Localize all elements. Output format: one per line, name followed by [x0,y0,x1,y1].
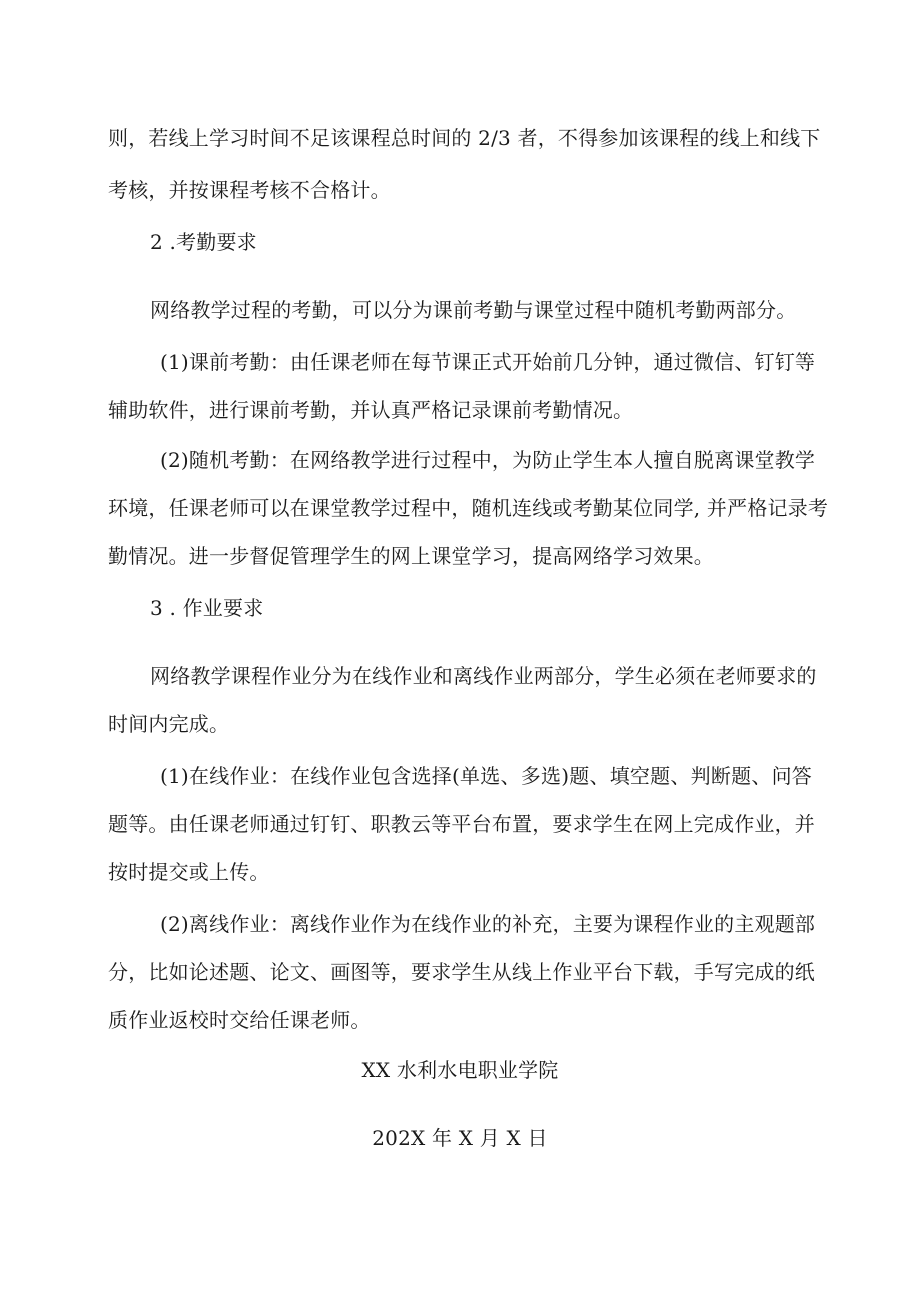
paragraph-line: 考核，并按课程考核不合格计。 [108,178,391,202]
paragraph-line: 辅助软件，进行课前考勤，并认真严格记录课前考勤情况。 [108,398,634,422]
paragraph-line: 题等。由任课老师通过钉钉、职教云等平台布置，要求学生在网上完成作业，并 [108,812,815,836]
paragraph-line: (1)在线作业：在线作业包含选择(单选、多选)题、填空题、判断题、问答 [160,764,812,788]
paragraph-line: 分，比如论述题、论文、画图等，要求学生从线上作业平台下载，手写完成的纸 [108,960,815,984]
signature-institution: XX 水利水电职业学院 [361,1058,559,1082]
paragraph-line: (1)课前考勤：由任课老师在每节课正式开始前几分钟，通过微信、钉钉等 [160,350,816,374]
section-heading-homework: 3 . 作业要求 [150,596,264,620]
signature-date: 202X 年 X 月 X 日 [372,1126,548,1150]
paragraph-line: 则，若线上学习时间不足该课程总时间的 2/3 者，不得参加该课程的线上和线下 [108,126,821,150]
paragraph-line: 时间内完成。 [108,712,230,736]
paragraph-line: 质作业返校时交给任课老师。 [108,1008,371,1032]
paragraph-line: 勤情况。进一步督促管理学生的网上课堂学习，提高网络学习效果。 [108,544,714,568]
section-heading-attendance: 2 .考勤要求 [150,230,257,254]
paragraph-line: (2)离线作业：离线作业作为在线作业的补充，主要为课程作业的主观题部 [160,912,816,936]
paragraph-line: 按时提交或上传。 [108,860,270,884]
paragraph-line: 网络教学课程作业分为在线作业和离线作业两部分，学生必须在老师要求的 [150,664,817,688]
paragraph-line: 环境，任课老师可以在课堂教学过程中，随机连线或考勤某位同学, 并严格记录考 [108,496,829,520]
paragraph-line: 网络教学过程的考勤，可以分为课前考勤与课堂过程中随机考勤两部分。 [150,298,797,322]
paragraph-line: (2)随机考勤：在网络教学进行过程中，为防止学生本人擅自脱离课堂教学 [160,448,816,472]
